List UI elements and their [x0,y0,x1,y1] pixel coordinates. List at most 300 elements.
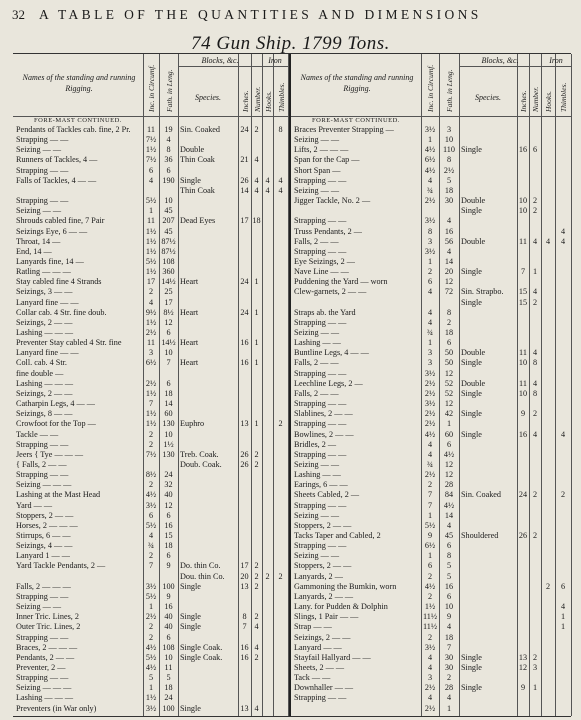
rigging-item-name: Lanyard fine — — [16,297,79,307]
rigging-item-name: Yard Tackle Pendants, 2 — [16,561,106,571]
circumference-value: 1 [427,510,433,520]
circumference-value: 5½ [145,652,157,662]
rigging-item-name: Ratling — — — [16,267,71,277]
rigging-item-name: Horses, 2 — — — [16,520,78,530]
block-species: Single [461,662,482,672]
circumference-value: 11½ [422,612,438,622]
circumference-value: 2 [427,591,433,601]
block-number: 2 [532,531,538,540]
table-row [291,237,571,246]
circumference-value: 1½ [424,602,436,612]
column-header-length: Fath. in Leng. [164,69,174,112]
table-row [13,348,288,357]
rigging-item-name: Slablines, 2 — — [294,409,353,419]
length-value: 18 [444,632,454,642]
table-row [13,693,288,702]
rigging-item-name: Lashing — — [294,470,341,480]
length-value: 24 [164,693,173,703]
table-row [291,409,571,418]
length-value: 108 [162,256,175,266]
hooks-value: 4 [545,236,551,246]
rigging-item-name: Catharpin Legs, 4 — — [16,399,95,409]
length-value: 10 [164,348,173,358]
table-row [13,582,288,591]
block-inches: 15 [518,297,528,307]
length-value: 18 [444,185,454,195]
table-row [13,592,288,601]
length-value: 10 [164,196,173,206]
length-value: 30 [444,652,454,662]
block-inches: 17 [240,216,249,226]
table-row [13,602,288,611]
length-value: 6 [446,541,452,551]
circumference-value: 1½ [145,246,157,256]
table-row [291,612,571,621]
circumference-value: 4 [427,693,433,703]
block-species: Thin Coak [180,155,215,165]
rigging-item-name: Bowlines, 2 — — [294,429,354,439]
rigging-item-name: Inner Tric. Lines, 2 [16,612,79,622]
rigging-item-name: Braces Preventer Strapping — [294,125,394,134]
length-value: 9 [166,561,171,571]
circumference-value: 2 [148,632,154,642]
length-value: 6 [166,632,171,642]
length-value: 12 [444,470,454,480]
rigging-item-name: Strapping — — [294,541,347,551]
block-inches: 15 [518,287,528,297]
circumference-value: 4½ [145,662,157,672]
circumference-value: ¾ [147,541,155,551]
column-header-hooks: Hooks. [263,90,273,112]
block-species: Treb. Coak. [180,449,219,459]
block-inches: 26 [240,459,249,469]
length-value: 17 [164,297,173,307]
table-row [291,338,571,347]
block-inches: 13 [240,581,249,591]
blocks-header-rule [459,66,571,67]
table-row [291,663,571,672]
circumference-value: 1 [427,256,433,266]
table-row [13,501,288,510]
table-row [13,653,288,662]
circumference-value: 4 [427,307,433,317]
block-number: 1 [254,307,259,317]
table-row [13,369,288,378]
circumference-value: 4 [148,175,154,185]
length-value: 12 [444,277,454,287]
rigging-item-name: Seizing — — [294,551,340,561]
block-inches: 8 [242,612,247,622]
circumference-value: 3 [427,358,433,368]
block-species: Heart [180,338,199,348]
block-number: 1 [254,277,259,287]
circumference-value: 4 [427,287,433,297]
circumference-value: 3½ [424,642,436,652]
rigging-item-name: Tack — — [294,673,331,683]
circumference-value: 2½ [424,419,436,429]
rigging-item-name: Seizings, 2 — — [16,388,73,398]
rigging-item-name: Seizing — — [294,459,340,469]
table-row [13,704,288,713]
rigging-item-name: Strapping — — [16,439,69,449]
running-head [12,7,572,23]
block-inches: 10 [518,358,528,368]
rigging-item-name: Bridles, 2 — [294,439,337,449]
table-row [13,176,288,185]
rigging-item-name: Buntline Legs, 4 — — [294,348,369,358]
table-row [291,480,571,489]
circumference-value: 3½ [424,216,436,226]
circumference-value: 4½ [145,642,157,652]
length-value: 11 [164,662,173,672]
rigging-item-name: End, 14 — [16,246,52,256]
block-species: Single [461,206,482,216]
length-value: 10 [444,135,454,145]
length-value: 25 [164,287,173,297]
length-value: 4½ [443,500,455,510]
block-species: Single [180,612,201,622]
circumference-value: 1 [427,551,433,561]
circumference-value: 4 [427,662,433,672]
table-row [13,612,288,621]
block-inches: 9 [520,409,526,419]
circumference-value: 6 [427,277,433,287]
length-value: 7 [166,358,171,368]
length-value: 60 [164,409,173,419]
table-row [291,145,571,154]
block-number: 4 [532,287,538,297]
table-row [13,287,288,296]
thimbles-value: 8 [278,125,283,134]
circumference-value: 1½ [145,317,157,327]
table-row [13,338,288,347]
rigging-item-name: Lashing — — — [16,328,74,337]
block-number: 4 [532,348,538,358]
length-value: 130 [162,449,175,459]
rigging-item-name: Clew-garnets, 2 — — [294,287,367,297]
column-header-thimbles: Thimbles. [559,82,568,112]
hooks-value: 4 [265,175,270,185]
table-row [291,379,571,388]
length-value: 6 [166,328,171,337]
length-value: 5 [446,561,452,571]
rigging-item-name: Lanyard 1 — — [16,551,70,561]
circumference-value: 1½ [145,419,157,429]
table-row [291,328,571,337]
table-row [291,572,571,581]
rigging-item-name: Sheets, 2 — — [294,662,345,672]
table-row [291,501,571,510]
circumference-value: 6 [148,510,154,520]
column-header-hooks: Hooks. [544,90,553,112]
block-inches: 20 [240,571,249,581]
circumference-value: 4 [427,439,433,449]
rigging-item-name: Strapping — — [294,175,347,185]
circumference-value: 2 [148,480,154,490]
rigging-item-name: Shrouds cabled fine, 7 Pair [16,216,105,226]
circumference-value: 3½ [424,125,436,134]
circumference-value: 7½ [145,449,157,459]
table-row [13,643,288,652]
length-value: 10 [164,652,173,662]
circumference-value: 3 [427,673,433,683]
table-row [291,369,571,378]
table-row [13,460,288,469]
block-number: 4 [254,622,259,632]
column-header-inches: Inches. [240,90,250,112]
section-label: FORE-MAST CONTINUED. [312,117,400,124]
table-row [291,308,571,317]
block-inches: 10 [518,206,528,216]
rigging-item-name: Gammoning the Bumkin, worn [294,581,397,591]
rigging-item-name: Yard — — [16,500,53,510]
circumference-value: 6½ [145,358,157,368]
circumference-value: 2 [148,429,154,439]
rigging-item-name: Slings, 1 Pair — — [294,612,359,622]
thimbles-value: 4 [278,175,283,185]
right-table-half [291,54,571,716]
rigging-item-name: Falls, 2 — — [294,358,339,368]
table-row [13,277,288,286]
rigging-item-name: Strapping — — [16,165,69,175]
rigging-item-name: Lanyards, 2 — — [294,591,354,601]
circumference-value: 8 [427,226,433,236]
table-row [291,186,571,195]
circumference-value: 3 [427,348,433,358]
length-value: 24 [164,470,173,480]
circumference-value: 2½ [424,388,436,398]
length-value: 40 [164,612,173,622]
block-species: Single [461,297,482,307]
length-value: 12 [444,459,454,469]
table-row [13,490,288,499]
length-value: 18 [164,541,173,551]
rigging-item-name: Strapping — — [16,673,69,683]
length-value: 14½ [161,277,176,287]
rigging-item-name: Strapping — — [16,135,69,145]
table-row [291,430,571,439]
rigging-item-name: Strapping — — [294,399,347,409]
rigging-item-name: Short Span — [294,165,341,175]
rigging-item-name: Strapping — — [294,246,347,256]
rigging-item-name: Jigger Tackle, No. 2 — [294,196,371,206]
rigging-item-name: Stoppers, 2 — — [16,510,74,520]
block-number: 2 [254,581,259,591]
block-inches: 21 [240,155,249,165]
thimbles-value: 4 [560,429,566,439]
circumference-value: 3½ [145,703,157,713]
block-inches: 14 [240,185,249,195]
length-value: 12 [164,500,173,510]
circumference-value: 2½ [424,703,436,713]
length-value: 6 [166,510,171,520]
length-value: 18 [164,683,173,693]
rigging-item-name: Falls, 2 — — — [16,581,71,591]
column-header-inches: Inches. [519,90,528,112]
block-number: 2 [532,490,538,500]
rigging-item-name: Seizing — — [16,206,62,216]
table-row [13,186,288,195]
table-row [291,176,571,185]
table-row [291,582,571,591]
block-species: Sin. Coaked [461,490,502,500]
circumference-value: 1½ [145,693,157,703]
rigging-item-name: Seizing — — — [16,480,72,490]
length-value: 3 [446,125,452,134]
column-header-number: Number. [531,86,540,112]
table-row [13,237,288,246]
hooks-value: 2 [545,581,551,591]
length-value: 6 [446,439,452,449]
table-row [291,541,571,550]
table-row [13,541,288,550]
circumference-value: 17 [146,277,156,287]
block-number: 2 [254,612,259,622]
length-value: 1 [446,419,452,429]
block-inches: 9 [520,683,526,693]
block-inches: 26 [240,175,249,185]
rigging-item-name: Preventers (in War only) [16,703,97,713]
table-row [291,277,571,286]
length-value: 19 [164,125,173,134]
table-row [13,247,288,256]
table-row [291,227,571,236]
circumference-value: 1½ [145,409,157,419]
length-value: 12 [444,399,454,409]
block-number: 2 [254,652,259,662]
rigging-item-name: Lanyards, 2 — [294,571,343,581]
column-header-name: Names of the standing and running Rigging. [300,73,414,93]
rigging-item-name: Seizings, 2 — — [294,632,351,642]
circumference-value: 1½ [145,145,157,155]
table-row [13,155,288,164]
length-value: 6 [166,551,171,561]
circumference-value: 6½ [424,541,436,551]
length-value: 18 [444,328,454,337]
block-number: 4 [254,155,259,165]
block-inches: 24 [240,125,249,134]
rigging-item-name: Strapping — — [294,419,347,429]
rigging-item-name: Nave Line — — [294,267,349,277]
table-row [291,521,571,530]
rigging-item-name: Truss Pendants, 2 — [294,226,362,236]
length-value: 30 [444,662,454,672]
circumference-value: ¾ [426,185,434,195]
rigging-item-name: Seizings Eye, 6 — — [16,226,88,236]
hooks-value: 4 [265,185,270,195]
rigging-item-name: Pendants of Tackles cab. fine, 2 Pr. [16,125,131,134]
rigging-item-name: Preventer Stay cabled 4 Str. fine [16,338,122,348]
circumference-value: 2½ [145,612,157,622]
table-row [291,125,571,134]
length-value: 45 [164,206,173,216]
table-row [291,693,571,702]
rigging-item-name: Jeers { Tye — — — [16,449,84,459]
block-inches: 11 [519,236,527,246]
length-value: 14 [444,256,454,266]
length-value: 60 [444,429,454,439]
length-value: 9 [166,591,171,601]
block-inches: 11 [519,348,527,358]
block-species: Double [461,236,486,246]
rigging-item-name: Seizings, 2 — — [16,317,73,327]
length-value: 4½ [443,449,455,459]
table-row [291,348,571,357]
table-row [13,663,288,672]
block-inches: 26 [240,449,249,459]
rigging-item-name: Seizing — — [294,328,340,337]
circumference-value: 8½ [145,470,157,480]
block-inches: 7 [520,267,526,277]
block-number: 2 [254,561,259,571]
circumference-value: 5 [148,673,154,683]
length-value: 2 [446,673,452,683]
length-value: 72 [444,287,454,297]
column-header-number: Number. [252,86,262,112]
table-row [291,592,571,601]
table-row [291,561,571,570]
circumference-value: 2 [148,287,154,297]
block-inches: 16 [518,145,528,155]
block-inches: 16 [518,429,528,439]
circumference-value: 2½ [424,683,436,693]
table-row [13,206,288,215]
block-number: 18 [252,216,261,226]
length-value: 87½ [161,246,176,256]
table-row [291,460,571,469]
rigging-item-name: Stayfail Hallyard — — [294,652,371,662]
length-value: 8 [166,145,171,155]
circumference-value: 2 [427,632,433,642]
circumference-value: 3 [148,348,154,358]
block-number: 2 [254,125,259,134]
block-inches: 7 [242,622,247,632]
circumference-value: 2½ [424,378,436,388]
table-row [291,622,571,631]
table-row [13,531,288,540]
block-species: Single [461,652,482,662]
rigging-item-name: Seizing — — [294,135,340,145]
rigging-item-name: Seizing — — [16,145,62,155]
rigging-item-name: Seizing — — — [16,683,72,693]
table-row [291,673,571,682]
length-value: 40 [164,622,173,632]
hooks-value: 2 [265,571,270,581]
circumference-value: 4 [427,652,433,662]
rigging-item-name: Seizings, 3 — — [16,287,73,297]
block-number: 4 [254,185,259,195]
column-rule [571,54,572,716]
circumference-value: 6 [148,165,154,175]
length-value: 5 [446,571,452,581]
circumference-value: 2 [148,622,154,632]
block-species: Single Coak. [180,642,223,652]
length-value: 42 [444,409,454,419]
rigging-item-name: Seizing — — [294,510,340,520]
left-table-half [13,54,290,716]
table-row [291,683,571,692]
block-inches: 10 [518,196,528,206]
length-value: 14 [444,510,454,520]
column-header-circumference: Inc. in Circumf. [147,64,156,112]
length-value: 190 [162,175,175,185]
circumference-value: 7 [427,500,433,510]
circumference-value: 11 [147,338,155,348]
circumference-value: 2½ [145,378,157,388]
page-number: 32 [12,7,25,22]
table-row [291,358,571,367]
rigging-item-name: Downhaller — — [294,683,354,693]
